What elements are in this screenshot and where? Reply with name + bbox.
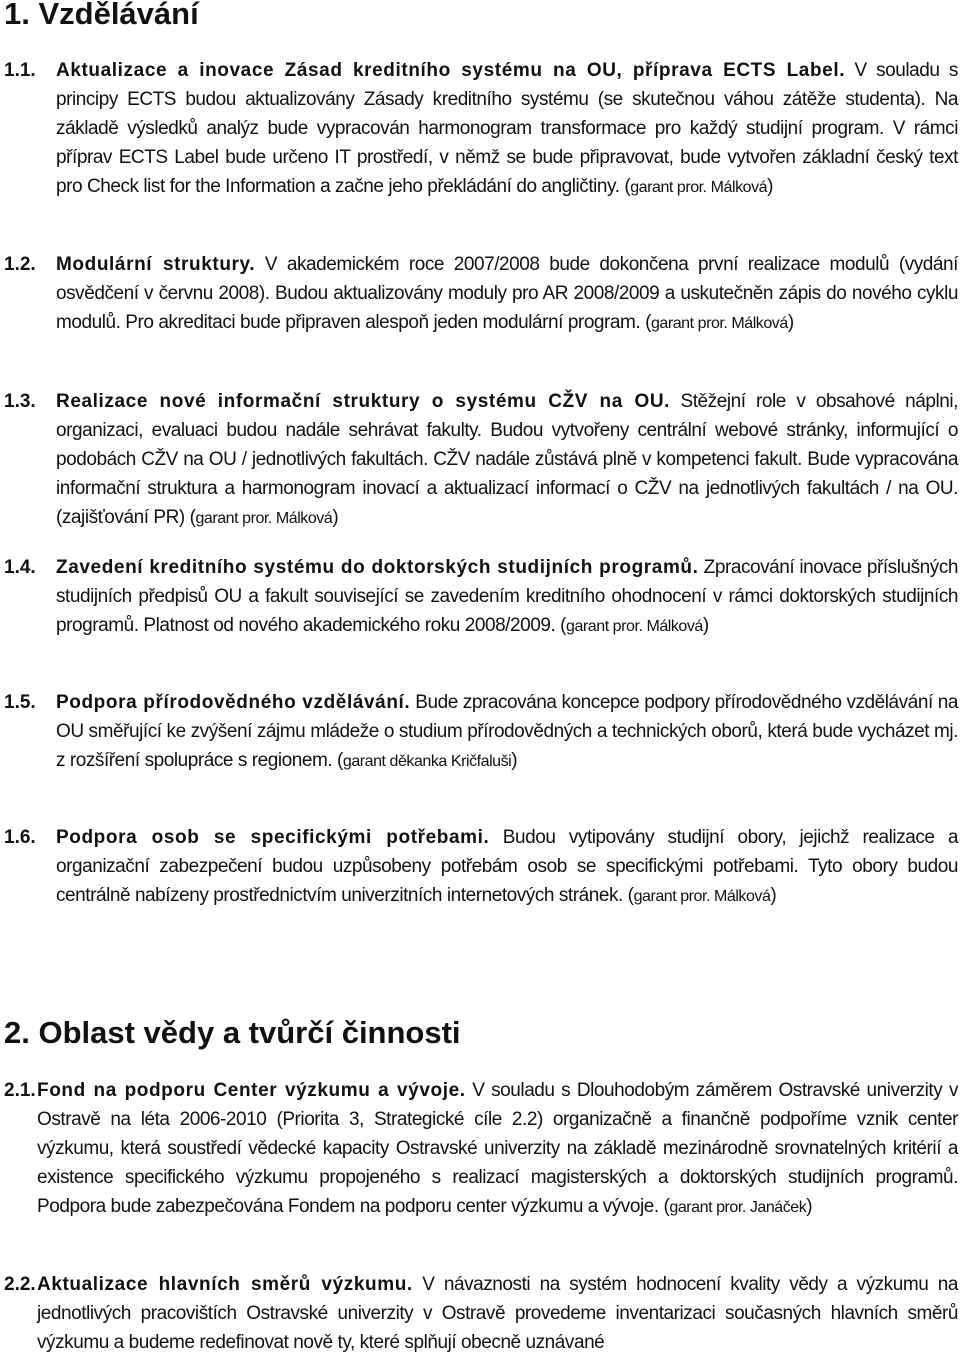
item-guarantor: garant pror. Málková xyxy=(566,618,703,635)
item-guarantor: garant pror. Málková xyxy=(650,315,788,332)
list-item-2-1 xyxy=(4,1076,958,1222)
item-text: V návaznosti na systém hodnocení kvality vědy a výzkumu na jednotlivých pracovištích Ostravské univerzity v Ostravě provedeme inventarizaci současných hlavních směrů výzkumu a budeme redefinovat nově ty, které splňují obecně uznávané xyxy=(37,1274,958,1353)
list-item-1-5 xyxy=(4,688,958,776)
item-body: Realizace nové informační struktury o systému CŽV na OU. Stěžejní role v obsahové náplni, organizaci, evaluaci budou nadále sehrávat fakulty. Budou vytvořeny centrální webové stránky, informující o podobách CŽV na OU / jednotlivých fakultách. CŽV nadále zůstává plně v kompetenci fakult. Bude vypracována informační struktura a harmonogram inovací a aktualizací informací o CŽV na jednotlivých fakultách / na OU. (zajišťování PR) (garant pror. Málková) xyxy=(56,391,958,528)
item-body: Fond na podporu Center výzkumu a vývoje. V souladu s Dlouhodobým záměrem Ostravské univerzity v Ostravě na léta 2006-2010 (Priorita 3, Strategické cíle 2.2) organizačně a finančně podpoříme vznik center výzkumu, která soustředí vědecké kapacity Ostravské univerzity na základě mezinárodně srovnatelných kritérií a existence specifického výzkumu propojeného s realizací magisterských a doktorských studijních programů. Podpora bude zabezpečována Fondem na podporu center výzkumu a vývoje. (garant pror. Janáček) xyxy=(37,1080,958,1217)
item-body: Aktualizace a inovace Zásad kreditního systému na OU, příprava ECTS Label. V souladu s principy ECTS budou aktualizovány Zásady kreditního systému (se skutečnou váhou zátěže studenta). Na základě výsledků analýz bude vypracován harmonogram transformace pro každý studijní program. V rámci příprav ECTS Label bude určeno IT prostředí, v němž se bude připravovat, bude vytvořen základní český text pro Check list for the Information a začne jeho překládání do angličtiny. (garant pror. Málková) xyxy=(56,60,958,197)
section-2-title: 2. Oblast vědy a tvůrčí činnosti xyxy=(4,1015,461,1050)
list-item-2-2 xyxy=(4,1270,958,1357)
item-title: Modulární struktury. xyxy=(56,254,256,275)
item-body: Podpora přírodovědného vzdělávání. Bude zpracována koncepce podpory přírodovědného vzdělávání na OU směřující ke zvýšení zájmu mládeže o studium přírodovědných a technických oborů, která bude vycházet mj. z rozšíření spolupráce s regionem. (garant děkanka Kričfaluši) xyxy=(56,692,958,771)
list-item-1-3 xyxy=(4,387,958,533)
item-text: Zpracování inovace příslušných studijních předpisů OU a fakult související se zavedením kreditního ohodnocení v rámci doktorských studijních programů. Platnost od nového akademického roku 2008/2009. ( xyxy=(56,557,958,636)
item-title: Podpora osob se specifickými potřebami. xyxy=(56,827,490,848)
item-title: Zavedení kreditního systému do doktorských studijních programů. xyxy=(56,557,699,578)
item-text: V souladu s Dlouhodobým záměrem Ostravské univerzity v Ostravě na léta 2006-2010 (Priorita 3, Strategické cíle 2.2) organizačně a finančně podpoříme vznik center výzkumu, která soustředí vědecké kapacity Ostravské univerzity na základě mezinárodně srovnatelných kritérií a existence specifického výzkumu propojeného s realizací magisterských a doktorských studijních programů. Podpora bude zabezpečována Fondem na podporu center výzkumu a vývoje. ( xyxy=(37,1080,958,1217)
item-guarantor: garant pror. Málková xyxy=(195,510,333,527)
item-guarantor: garant děkanka Kričfaluši xyxy=(342,753,512,770)
item-number: 1.1. xyxy=(4,60,36,81)
item-number: 2.1. xyxy=(4,1080,36,1101)
item-body: Zavedení kreditního systému do doktorských studijních programů. Zpracování inovace příslušných studijních předpisů OU a fakult související se zavedením kreditního ohodnocení v rámci doktorských studijních programů. Platnost od nového akademického roku 2008/2009. (garant pror. Málková) xyxy=(56,557,958,636)
item-text: V akademickém roce 2007/2008 bude dokončena první realizace modulů (vydání osvědčení v červnu 2008). Budou aktualizovány moduly pro AR 2008/2009 a uskutečněn zápis do nového cyklu modulů. Pro akreditaci bude připraven alespoň jeden modulární program. ( xyxy=(56,254,958,333)
item-title: Aktualizace hlavních směrů výzkumu. xyxy=(37,1274,413,1295)
item-guarantor: garant pror. Málková xyxy=(633,888,771,905)
item-body: Modulární struktury. V akademickém roce 2007/2008 bude dokončena první realizace modulů (vydání osvědčení v červnu 2008). Budou aktualizovány moduly pro AR 2008/2009 a uskutečněn zápis do nového cyklu modulů. Pro akreditaci bude připraven alespoň jeden modulární program. (garant pror. Málková) xyxy=(56,254,958,333)
item-title: Aktualizace a inovace Zásad kreditního systému na OU, příprava ECTS Label. xyxy=(56,60,846,81)
item-body: Podpora osob se specifickými potřebami. Budou vytipovány studijní obory, jejichž realizace a organizační zabezpečení budou uzpůsobeny potřebám osob se specifickými potřebami. Tyto obory budou centrálně nabízeny prostřednictvím univerzitních internetových stránek. (garant pror. Málková) xyxy=(56,827,959,906)
list-item-1-1 xyxy=(4,56,958,202)
item-body xyxy=(37,1270,958,1357)
item-number: 1.5. xyxy=(4,692,36,713)
item-guarantor: garant pror. Málková xyxy=(630,179,768,196)
section-1-title: 1. Vzdělávání xyxy=(4,0,199,31)
item-text: Bude zpracována koncepce podpory přírodovědného vzdělávání na OU směřující ke zvýšení zájmu mládeže o studium přírodovědných a technických oborů, která bude vycházet mj. z rozšíření spolupráce s regionem. ( xyxy=(56,692,958,771)
item-number: 1.6. xyxy=(4,827,36,848)
item-number: 1.3. xyxy=(4,391,36,412)
item-title: Realizace nové informační struktury o systému CŽV na OU. xyxy=(56,391,671,412)
item-text: Stěžejní role v obsahové náplni, organizaci, evaluaci budou nadále sehrávat fakulty. Budou vytvořeny centrální webové stránky, informující o podobách CŽV na OU / jednotlivých fakultách. CŽV nadále zůstává plně v kompetenci fakult. Bude vypracována informační struktura a harmonogram inovací a aktualizací informací o CŽV na jednotlivých fakultách / na OU. (zajišťování PR) ( xyxy=(56,391,958,528)
item-title: Podpora přírodovědného vzdělávání. xyxy=(56,692,411,713)
item-number: 1.4. xyxy=(4,557,36,578)
list-item-1-2 xyxy=(4,250,958,338)
item-number: 2.2. xyxy=(4,1274,36,1295)
item-guarantor: garant pror. Janáček xyxy=(669,1199,807,1216)
item-text: Budou vytipovány studijní obory, jejichž realizace a organizační zabezpečení budou uzpůsobeny potřebám osob se specifickými potřebami. Tyto obory budou centrálně nabízeny prostřednictvím univerzitních internetových stránek. ( xyxy=(56,827,959,906)
item-text: V souladu s principy ECTS budou aktualizovány Zásady kreditního systému (se skutečnou váhou zátěže studenta). Na základě výsledků analýz bude vypracován harmonogram transformace pro každý studijní program. V rámci příprav ECTS Label bude určeno IT prostředí, v němž se bude připravovat, bude vytvořen základní český text pro Check list for the Information a začne jeho překládání do angličtiny. ( xyxy=(56,60,958,197)
item-title: Fond na podporu Center výzkumu a vývoje. xyxy=(37,1080,466,1101)
list-item-1-6 xyxy=(4,823,958,911)
item-number: 1.2. xyxy=(4,254,36,275)
list-item-1-4 xyxy=(4,553,958,641)
